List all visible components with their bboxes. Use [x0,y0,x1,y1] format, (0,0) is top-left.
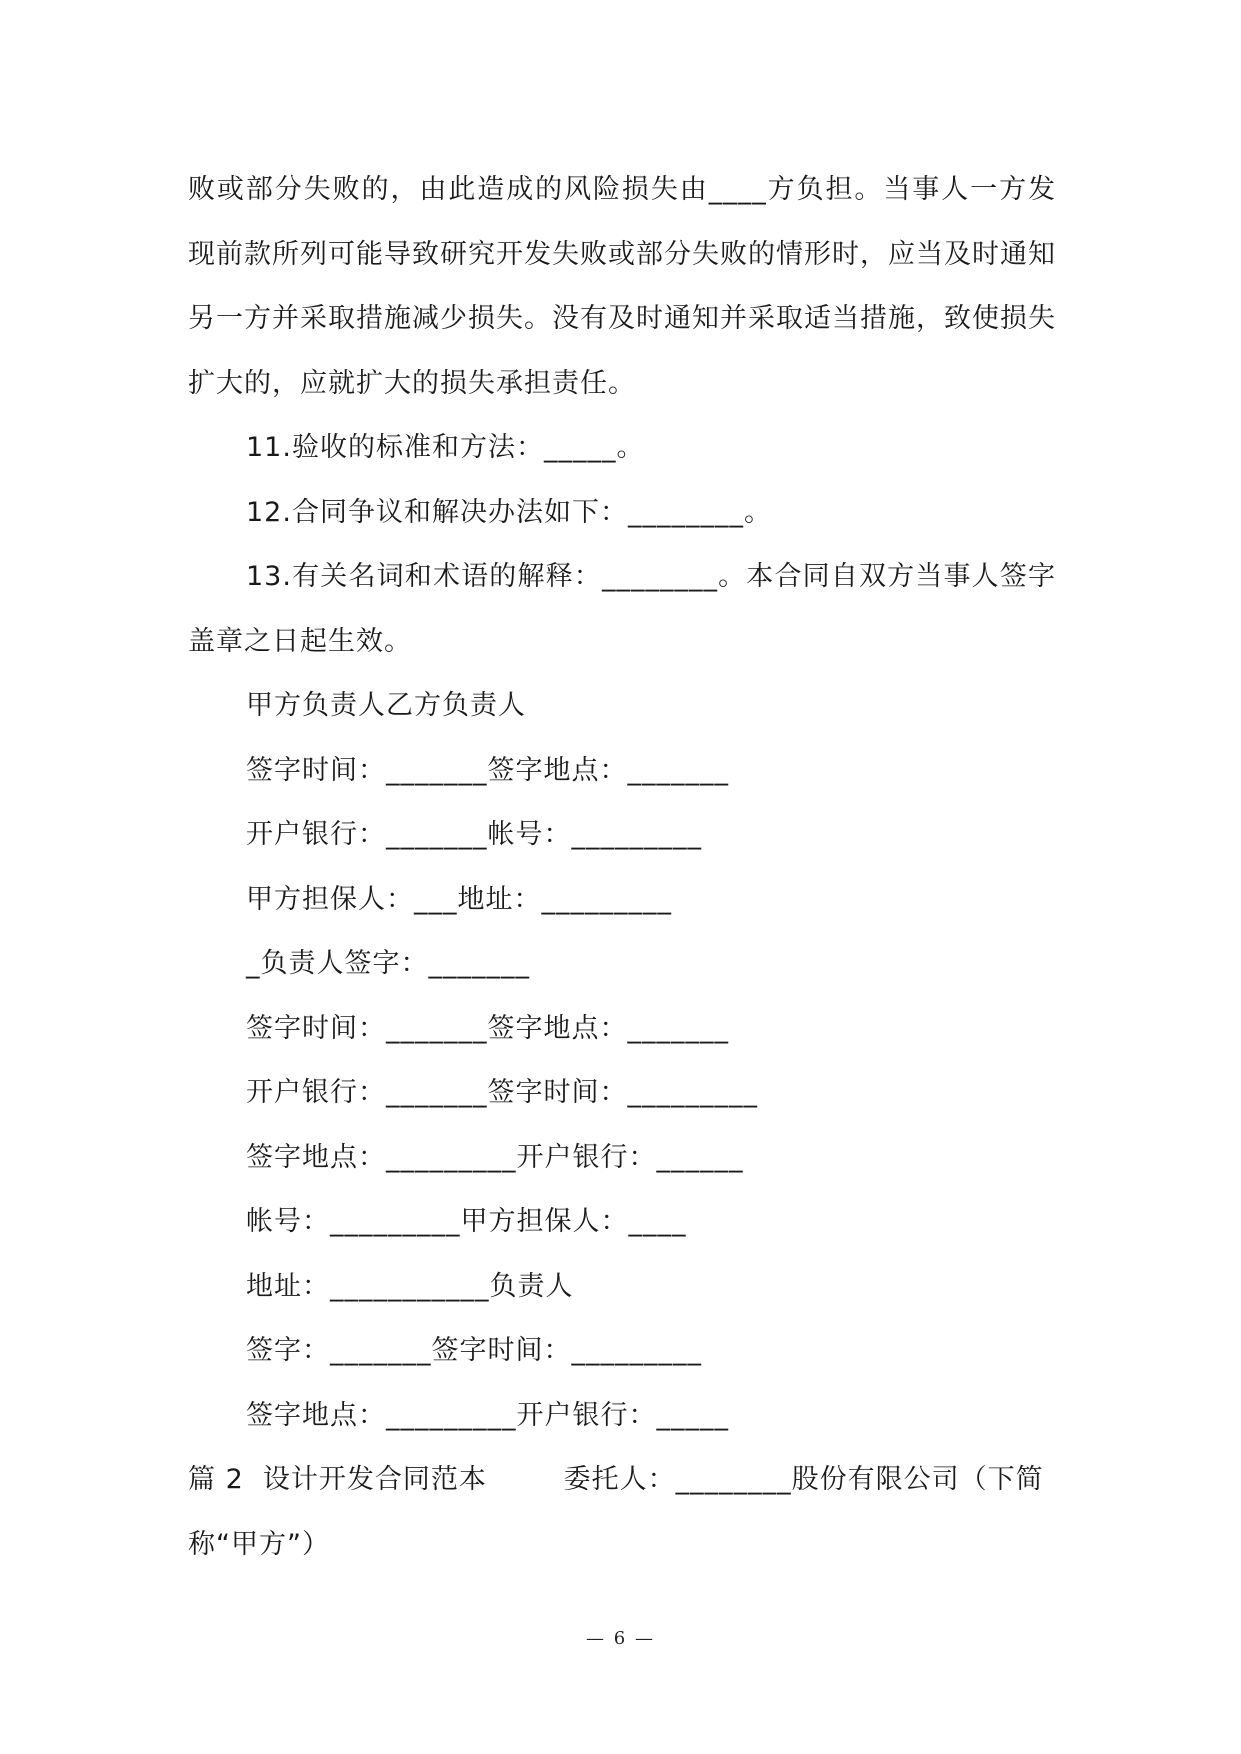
responsible-signature-line: _负责人签字：_______ [246,948,530,979]
sign-place-bank-line: 签字地点：_________开户银行：______ [246,1141,744,1173]
signature-time-line: 签字：_______签字时间：_________ [246,1335,702,1366]
signatories-header: 甲方负责人乙方负责人 [246,690,526,721]
address-responsible-line: 地址：___________负责人 [246,1270,574,1302]
account-guarantor-line: 帐号：_________甲方担保人：____ [246,1206,687,1237]
sign-place-bank-line-2: 签字地点：_________开户银行：_____ [246,1399,729,1431]
risk-paragraph: 败或部分失败的，由此造成的风险损失由____方负担。当事人一方发现前款所列可能导致研究开发失败或部分失败的情形时，应当及时通知另一方并采取措施减少损失。没有及时通知并采取适当措施，致使损失扩大的，应就扩大的损失承担责任。 [188,174,1056,399]
contract-body [188,158,1056,1577]
bank-account-line: 开户银行：_______帐号：_________ [246,819,702,850]
dispute-resolution-clause: 12.合同争议和解决办法如下：________。 [246,496,772,528]
section-2-heading: 篇 2 设计开发合同范本 委托人：________股份有限公司（下简称“甲方”） [188,1464,1044,1560]
guarantor-address-line: 甲方担保人：___地址：_________ [246,883,672,915]
sign-time-place-line: 签字时间：_______签字地点：_______ [246,754,729,786]
page-number: — 6 — [586,1628,655,1649]
terms-definition-clause: 13.有关名词和术语的解释：________。本合同自双方当事人签字盖章之日起生效。 [188,561,1056,657]
acceptance-standard-clause: 11.验收的标准和方法：_____。 [246,432,645,463]
sign-time-place-line-2: 签字时间：_______签字地点：_______ [246,1012,729,1044]
bank-sign-time-line: 开户银行：_______签字时间：_________ [246,1077,758,1108]
